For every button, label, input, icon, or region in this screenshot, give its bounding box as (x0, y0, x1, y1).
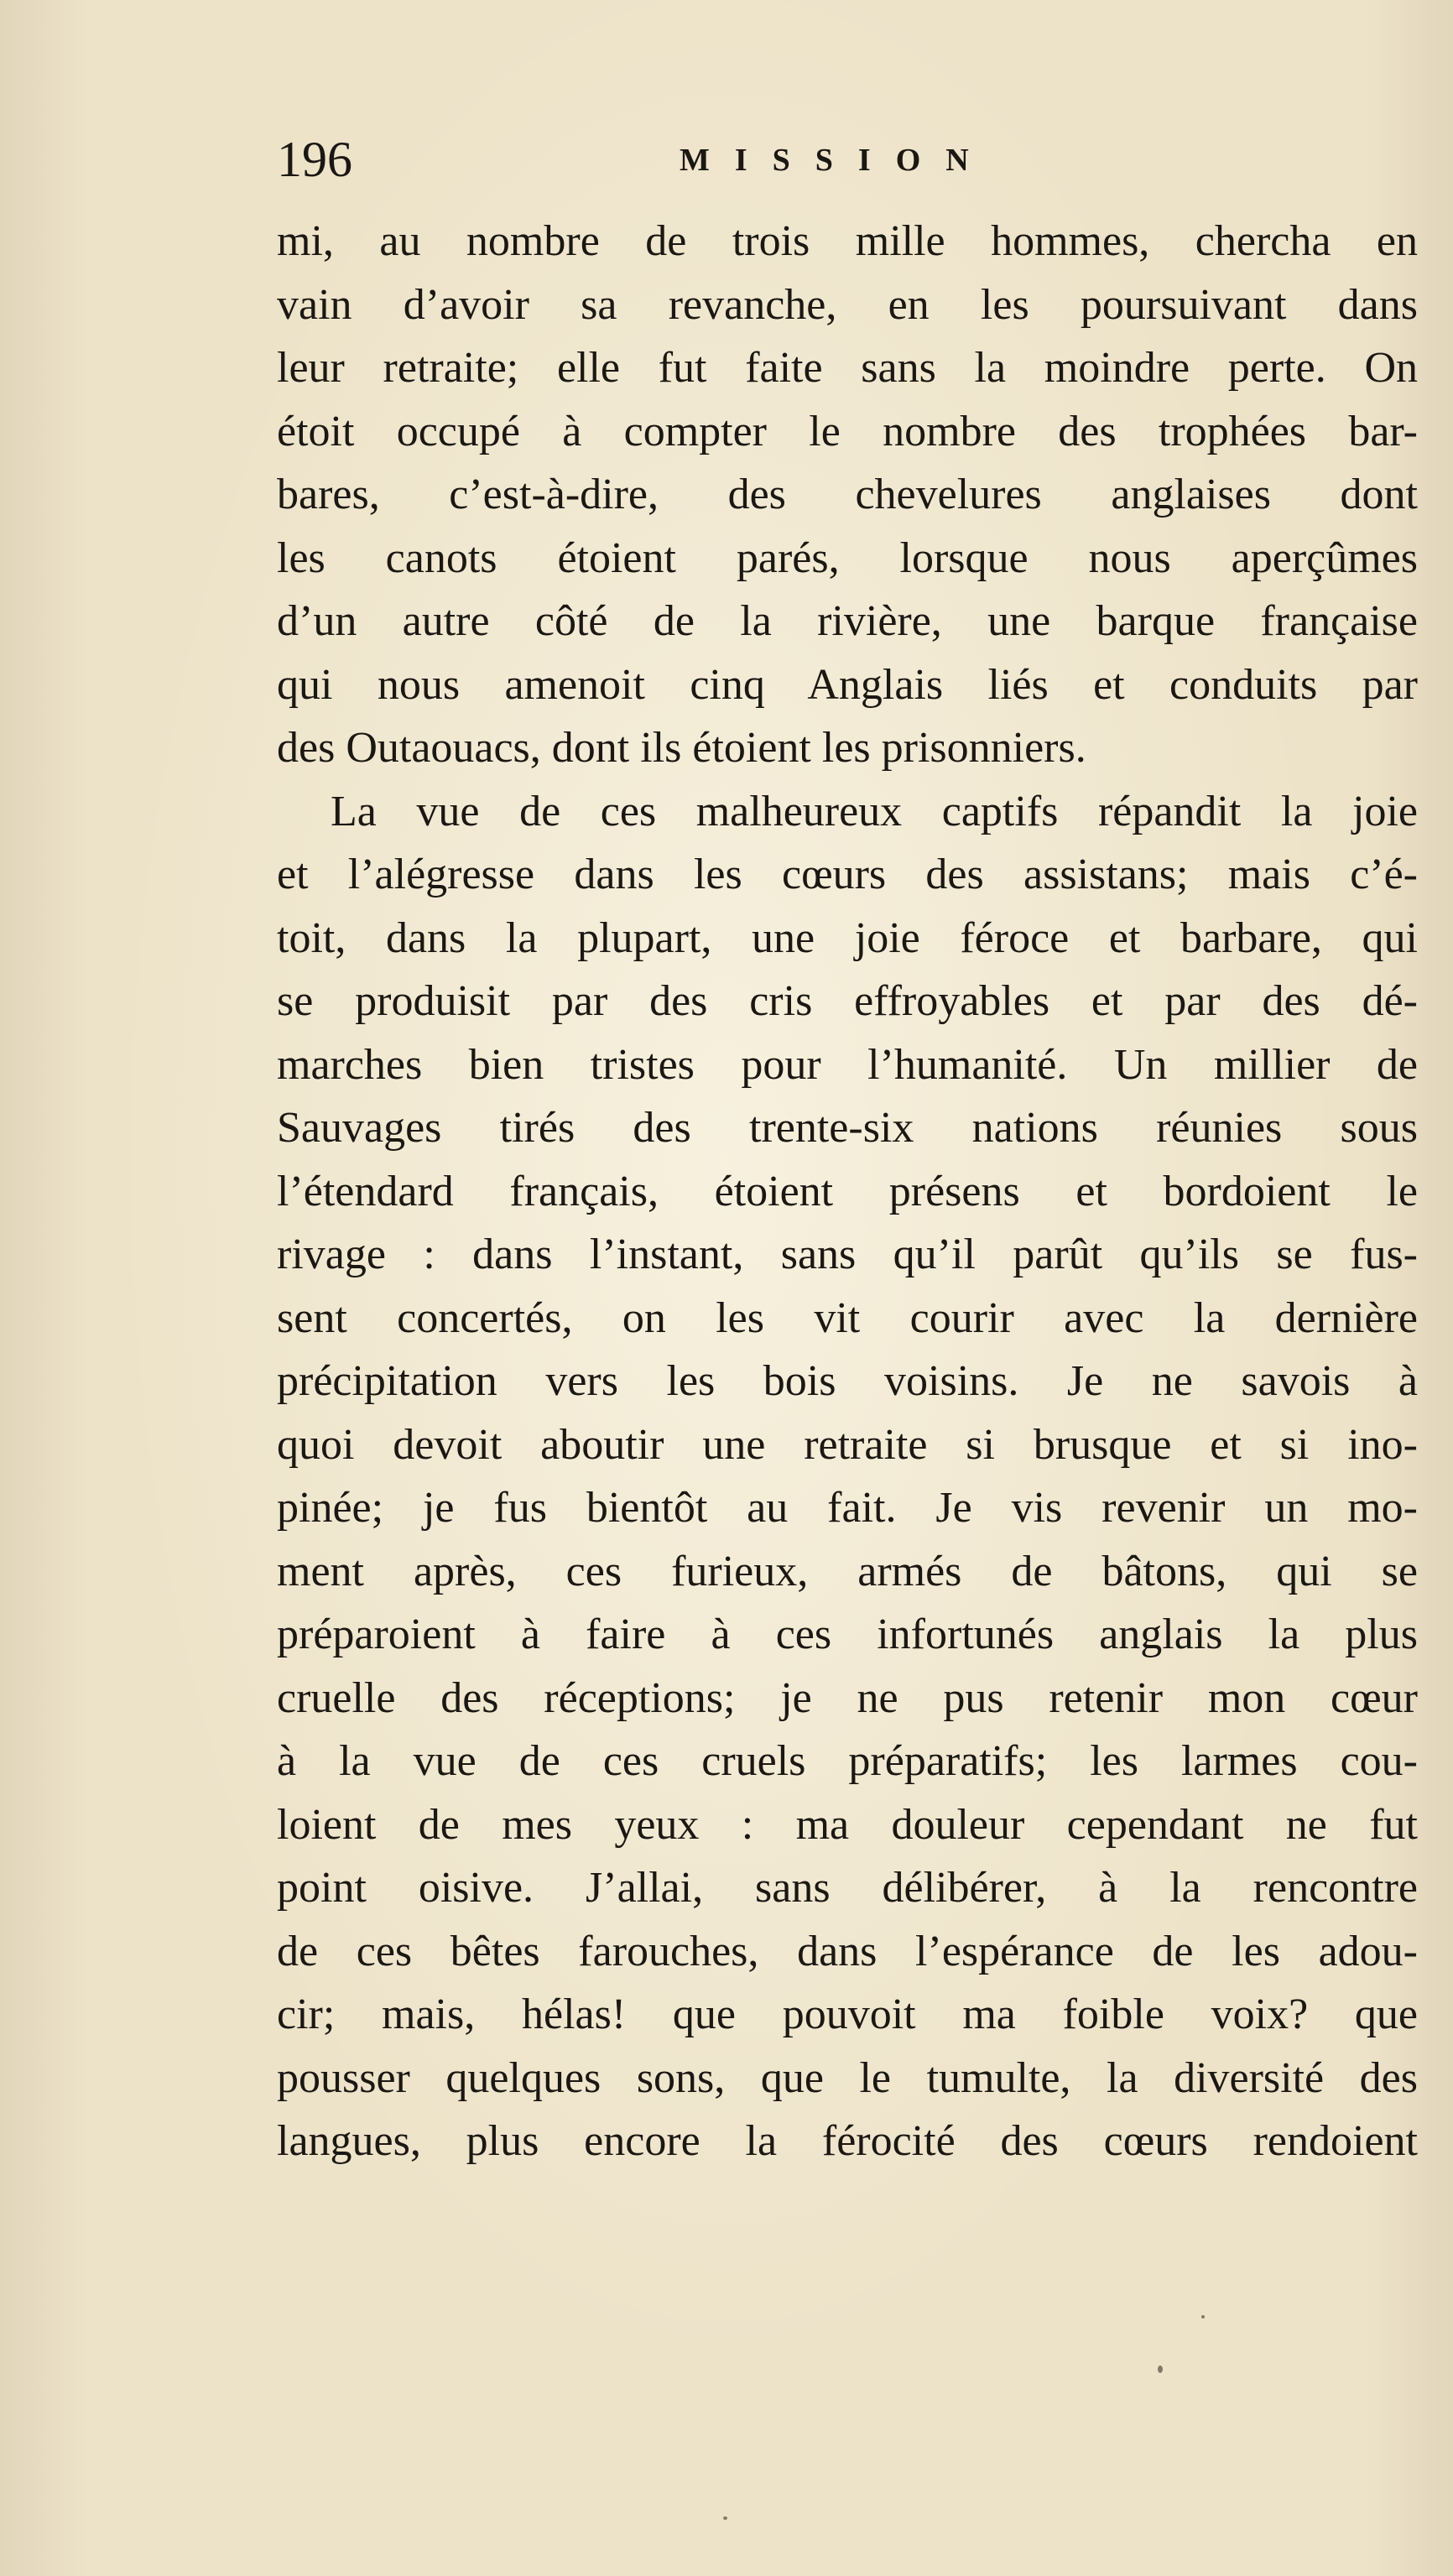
page-header (277, 126, 1409, 193)
running-head: MISSION (680, 143, 994, 178)
text-line: vain d’avoir sa revanche, en les poursuivant dans (277, 280, 1418, 329)
text-line: bares, c’est-à-dire, des chevelures anglaises dont (277, 471, 1418, 518)
text-line: leur retraite; elle fut faite sans la moindre perte. On (277, 344, 1418, 392)
text-line: rivage : dans l’instant, sans qu’il parût qu’ils se fus- (277, 1231, 1418, 1278)
text-line: qui nous amenoit cinq Anglais liés et conduits par (277, 660, 1418, 709)
text-line: loient de mes yeux : ma douleur cependant ne fut (277, 1800, 1418, 1849)
paper-speck (723, 2516, 727, 2520)
text-line: d’un autre côté de la rivière, une barque française (277, 597, 1418, 645)
text-line: préparoient à faire à ces infortunés anglais la plus (277, 1611, 1418, 1658)
paper-speck (1201, 2315, 1205, 2318)
text-line: à la vue de ces cruels préparatifs; les larmes cou- (277, 1737, 1418, 1785)
text-line: et l’alégresse dans les cœurs des assistans; mais c’é- (277, 851, 1418, 898)
text-line: précipitation vers les bois voisins. Je ne savois à (277, 1357, 1418, 1405)
text-line: cir; mais, hélas! que pouvoit ma foible voix? que (277, 1991, 1418, 2038)
text-line: étoit occupé à compter le nombre des trophées bar- (277, 407, 1418, 455)
text-line: ment après, ces furieux, armés de bâtons, qui se (277, 1547, 1418, 1595)
text-line: Sauvages tirés des trente-six nations réunies sous (277, 1104, 1418, 1152)
text-line: se produisit par des cris effroyables et par des dé- (277, 977, 1418, 1025)
text-line: mi, au nombre de trois mille hommes, chercha en (277, 217, 1418, 265)
text-line: l’étendard français, étoient présens et bordoient le (277, 1167, 1418, 1215)
page-number: 196 (277, 132, 352, 187)
text-line: sent concertés, on les vit courir avec la dernière (277, 1293, 1418, 1342)
text-line: La vue de ces malheureux captifs répandit la joie (331, 787, 1418, 835)
text-line: pinée; je fus bientôt au fait. Je vis revenir un mo- (277, 1484, 1418, 1532)
paper-speck (1158, 2365, 1163, 2373)
text-line: toit, dans la plupart, une joie féroce et barbare, qui (277, 913, 1418, 962)
text-line: point oisive. J’allai, sans délibérer, à la rencontre (277, 1864, 1418, 1912)
text-line: quoi devoit aboutir une retraite si brusque et si ino- (277, 1420, 1418, 1469)
body-text (277, 210, 1418, 2173)
text-line: pousser quelques sons, que le tumulte, la diversité des (277, 2053, 1418, 2102)
text-line: les canots étoient parés, lorsque nous aperçûmes (277, 533, 1418, 582)
text-line: marches bien tristes pour l’humanité. Un millier de (277, 1040, 1418, 1089)
text-line: des Outaouacs, dont ils étoient les prisonniers. (277, 724, 1086, 772)
text-line: de ces bêtes farouches, dans l’espérance de les adou- (277, 1927, 1418, 1975)
text-line: langues, plus encore la férocité des cœurs rendoient (277, 2117, 1418, 2165)
text-line: cruelle des réceptions; je ne pus retenir mon cœur (277, 1673, 1418, 1722)
